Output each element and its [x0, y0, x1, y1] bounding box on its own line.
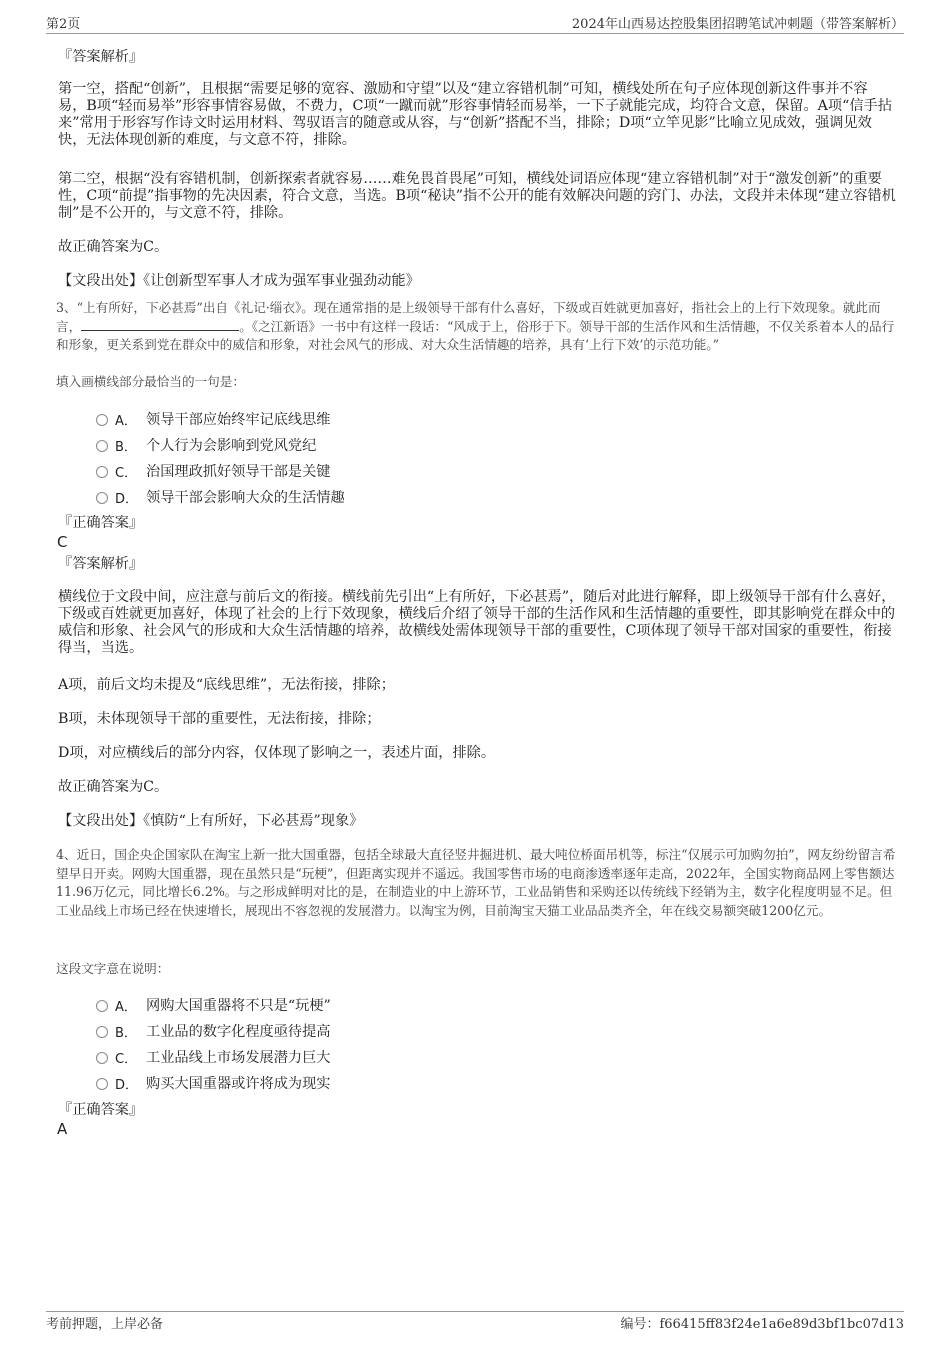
document-title: 2024年山西易达控股集团招聘笔试冲刺题（带答案解析） — [571, 17, 904, 32]
q2-conclusion: 故正确答案为C。 — [58, 239, 169, 255]
q3-correct-label: 『正确答案』 — [58, 515, 144, 531]
q2-analysis-para2: 第二空，根据“没有容错机制，创新探索者就容易……难免畏首畏尾”可知，横线处词语应体现“建立容错机制”对于“激发创新”的重要性，C项“前提”指事物的先决因素，符合文意，当选。B项“秘诀”指不公开的能有效解决问题的窍门、办法，文段并未体现“建立容错机制”是不公开的，与文意不符，排除。 — [58, 171, 896, 221]
document-code: 编号：f66415ff83f24e1a6e89d3bf1bc07d13 — [620, 1317, 904, 1332]
footer-slogan: 考前押题，上岸必备 — [46, 1317, 164, 1332]
q3-blank — [81, 319, 239, 331]
q3-analysis-para1: 横线位于文段中间，应注意与前后文的衔接。横线前先引出“上有所好，下必甚焉”，随后对此进行解释，即上级领导干部有什么喜好，下级或百姓就更加喜好，体现了社会的上行下效现象，横线后介绍了领导干部的生活作风和生活情趣的重要性，即其影响党在群众中的威信和形象、社会风气的形成和大众生活情趣的培养，故横线处需体现领导干部的重要性，C项体现了领导干部对国家的重要性，衔接得当，当选。 — [58, 589, 896, 656]
q4-correct-label: 『正确答案』 — [58, 1102, 144, 1118]
q3-prompt: 填入画横线部分最恰当的一句是： — [56, 374, 245, 389]
q4-correct-answer: A — [57, 1120, 68, 1138]
radio-icon[interactable] — [96, 1078, 108, 1090]
q3-correct-answer: C — [57, 533, 68, 551]
radio-icon[interactable] — [96, 466, 108, 478]
q3-stem-part2: 。《之江新语》一书中有这样一段话：“风成于上，俗形于下。领导干部的生活作风和生活情趣，不仅关系着本人的品行和形象，更关系到党在群众中的威信和形象，对社会风气的形成、对大众生活情趣的培养，具有‘上行下效’的示范功能。” — [56, 318, 895, 352]
radio-icon[interactable] — [96, 492, 108, 504]
q3-analysis-d: D项，对应横线后的部分内容，仅体现了影响之一，表述片面，排除。 — [58, 745, 496, 761]
radio-icon[interactable] — [96, 1052, 108, 1064]
q3-stem — [56, 299, 898, 355]
q3-source: 【文段出处】《慎防“上有所好，下必甚焉”现象》 — [58, 813, 364, 829]
radio-icon[interactable] — [96, 1000, 108, 1012]
radio-icon[interactable] — [96, 440, 108, 452]
q3-analysis-a: A项，前后文均未提及“底线思维”，无法衔接，排除； — [58, 677, 395, 693]
q3-conclusion: 故正确答案为C。 — [58, 779, 169, 795]
q2-analysis-para1: 第一空，搭配“创新”，且根据“需要足够的宽容、激励和守望”以及“建立容错机制”可知，横线处所在句子应体现创新这件事并不容易，B项“轻而易举”形容事情容易做，不费力，C项“一蹴而就”形容事情轻而易举，一下子就能完成，均符合文意，保留。A项“信手拈来”常用于形容写作诗文时运用材料、驾驭语言的随意或从容，与“创新”搭配不当，排除；D项“立竿见影”比喻立见成效，强调见效快，无法体现创新的难度，与文意不符，排除。 — [58, 81, 892, 148]
q3-analysis-b: B项，未体现领导干部的重要性，无法衔接，排除； — [58, 711, 381, 727]
q3-stem-part1: 3、“上有所好，下必甚焉”出自《礼记·缁衣》。现在通常指的是上级领导干部有什么喜好，下级或百姓就更加喜好，指社会上的上行下效现象。就此而言， — [56, 300, 881, 334]
q4-prompt: 这段文字意在说明： — [56, 961, 170, 976]
q3-analysis-label: 『答案解析』 — [58, 556, 144, 572]
radio-icon[interactable] — [96, 1026, 108, 1038]
q2-analysis-label: 『答案解析』 — [58, 49, 144, 65]
page-header — [46, 13, 904, 33]
q4-stem: 4、近日，国企央企国家队在淘宝上新一批大国重器，包括全球最大直径竖井掘进机、最大吨位桥面吊机等，标注“仅展示可加购勿拍”，网友纷纷留言希望早日开卖。网购大国重器，现在虽然只是“玩梗”，但距离实现并不遥远。我国零售市场的电商渗透率逐年走高，2022年，全国实物商品网上零售额达11.96万亿元，同比增长6.2%。与之形成鲜明对比的是，在制造业的中上游环节，工业品销售和采购还以传统线下经销为主，数字化程度明显不足。但工业品线上市场已经在快速增长，展现出不容忽视的发展潜力。以淘宝为例，目前淘宝天猫工业品品类齐全，年在线交易额突破1200亿元。 — [56, 847, 896, 918]
page-footer — [46, 1313, 904, 1333]
radio-icon[interactable] — [96, 414, 108, 426]
header-divider — [46, 33, 904, 34]
footer-divider — [46, 1311, 904, 1312]
page-number: 第2页 — [46, 17, 81, 32]
q2-source: 【文段出处】《让创新型军事人才成为强军事业强劲动能》 — [58, 273, 420, 289]
